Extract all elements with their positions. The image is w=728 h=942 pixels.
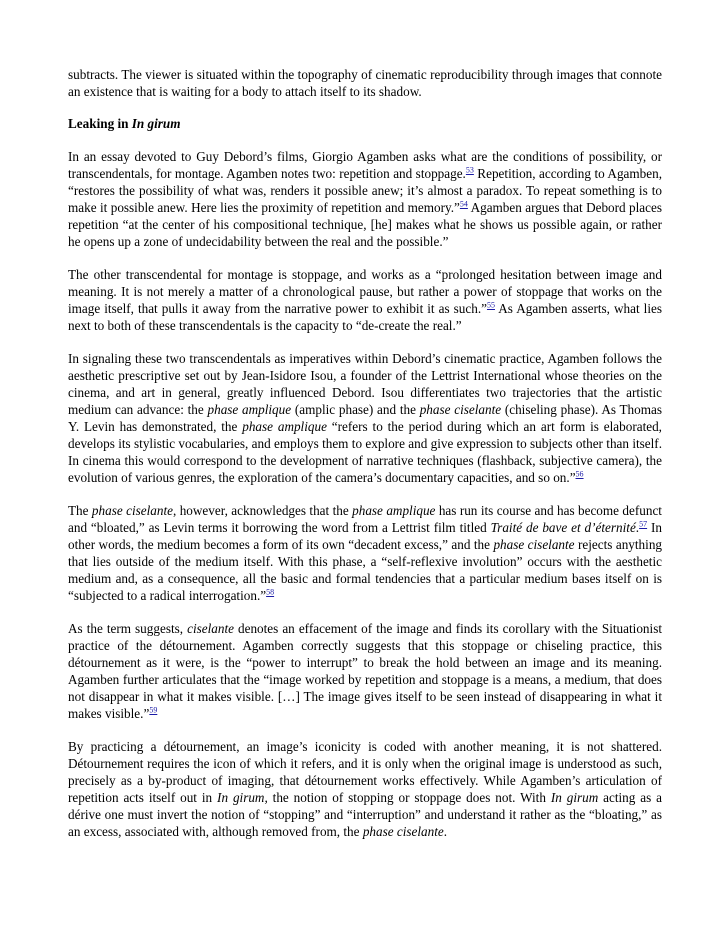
text: Agamben argues that Debord places repetition “at the center of his compositional technique, [he] makes what he shows us possible again, or rather he opens up a zone of undecidability between the real and the possible.” xyxy=(68,200,662,249)
text: As the term suggests, xyxy=(68,621,188,636)
text: (chiseling phase). As Thomas Y. Levin has demonstrated, the xyxy=(68,402,662,434)
paragraph-1 xyxy=(68,148,662,250)
italic-term: Traité de bave et d’éternité xyxy=(490,520,636,535)
text: . xyxy=(635,520,640,535)
paragraph-2 xyxy=(68,266,662,334)
paragraph-3 xyxy=(68,350,662,486)
heading-text: Leaking in xyxy=(68,116,132,131)
italic-term: phase ciselante xyxy=(493,537,575,552)
footnote-link-56[interactable]: 56 xyxy=(575,469,584,479)
text: . xyxy=(443,824,448,839)
italic-term: ciselante xyxy=(187,621,234,636)
footnote-link-54[interactable]: 54 xyxy=(459,199,468,209)
text: acting as a dérive one must invert the notion of “stopping” and “interruption” and understand it rather as the “bloating,” as an excess, associated with, although removed from, the xyxy=(68,790,663,839)
paragraph-continuation xyxy=(68,66,662,100)
text: Repetition, according to Agamben, “restores the possibility of what was, renders it possible anew; it’s almost a paradox. To repeat something is to make it possible anew. Here lies the proximity of repetition and memory.” xyxy=(68,166,662,215)
footnote-link-59[interactable]: 59 xyxy=(149,705,158,715)
paragraph-5 xyxy=(68,620,662,722)
italic-term: phase ciselante xyxy=(362,824,444,839)
text: the notion of stopping or stoppage does not. With xyxy=(267,790,551,805)
footnote-link-55[interactable]: 55 xyxy=(486,300,495,310)
italic-term: phase ciselante xyxy=(419,402,502,417)
italic-term: phase amplique xyxy=(352,503,436,518)
paragraph-6 xyxy=(68,738,662,840)
text: In an essay devoted to Guy Debord’s films, Giorgio Agamben asks what are the conditions of possibility, or transcendentals, for montage. Agamben notes two: repetition and stoppage. xyxy=(68,149,662,181)
heading-italic: In girum xyxy=(131,116,181,131)
text: In signaling these two transcendentals as imperatives within Debord’s cinematic practice, Agamben follows the aesthetic prescriptive set out by Jean-Isidore Isou, a founder of the Lettrist International whose theories on the cinema, and art in general, greatly influenced Debord. Isou differentiates two trajectories that the artistic medium can advance: the xyxy=(68,351,662,417)
document-page xyxy=(68,66,662,856)
text: The xyxy=(68,503,92,518)
text: “refers to the period during which an art form is elaborated, develops its stylistic vocabularies, and employs them to explore and give expression to subjects other than itself. In cinema this would correspond to the development of narrative techniques (flashback, subjective camera), the evolution of various genres, the exploration of the camera’s documentary capacities, and so on.” xyxy=(68,419,662,485)
text: (amplic phase) and the xyxy=(291,402,420,417)
italic-term: phase ciselante xyxy=(91,503,173,518)
text: denotes an effacement of the image and finds its corollary with the Situationist practice of the détournement. Agamben correctly suggests that this stoppage or chiseling practice, this détournement as it were, is the “power to interrupt” to break the hold between an image and its meaning. Agamben further articulates that the “image worked by repetition and stoppage is a means, a medium, that does not disappear in what it makes visible. […] The image gives itself to be seen instead of disappearing in what it makes visible.” xyxy=(68,621,662,721)
text: has run its course and has become defunct and “bloated,” as Levin terms it borrowing the word from a Lettrist film titled xyxy=(68,503,662,535)
paragraph-text: subtracts. The viewer is situated within the topography of cinematic reproducibility through images that connote an existence that is waiting for a body to attach itself to its shadow. xyxy=(68,67,662,99)
text: , however, acknowledges that the xyxy=(172,503,353,518)
text: By practicing a détournement, an image’s iconicity is coded with another meaning, it is not shattered. Détournement requires the icon of which it refers, and it is only when the original image is understood as such, precisely as a by-product of imaging, that détournement works effectively. While Agamben’s articulation of repetition acts itself out in xyxy=(68,739,662,805)
footnote-link-53[interactable]: 53 xyxy=(465,165,474,175)
paragraph-4 xyxy=(68,502,662,604)
text: The other transcendental for montage is stoppage, and works as a “prolonged hesitation between image and meaning. It is not merely a matter of a chronological pause, but rather a power of stoppage that works on the image itself, that pulls it away from the narrative power to exhibit it as such.” xyxy=(68,267,662,316)
text: As Agamben asserts, what lies next to both of these transcendentals is the capacity to “de-create the real.” xyxy=(68,301,662,333)
text: In other words, the medium becomes a form of its own “decadent excess,” and the xyxy=(68,520,662,552)
text: rejects anything that lies outside of the medium itself. With this phase, a “self-reflexive involution” occurs with the aesthetic medium and, as a consequence, all the basic and formal tendencies that a particular medium bases itself on is “subjected to a radical interrogation.” xyxy=(68,537,663,603)
section-heading xyxy=(68,115,662,132)
footnote-link-58[interactable]: 58 xyxy=(266,587,275,597)
italic-term: phase amplique xyxy=(242,419,327,434)
italic-term: In girum, xyxy=(217,790,268,805)
footnote-link-57[interactable]: 57 xyxy=(639,519,648,529)
italic-term: In girum xyxy=(550,790,599,805)
italic-term: phase amplique xyxy=(207,402,292,417)
